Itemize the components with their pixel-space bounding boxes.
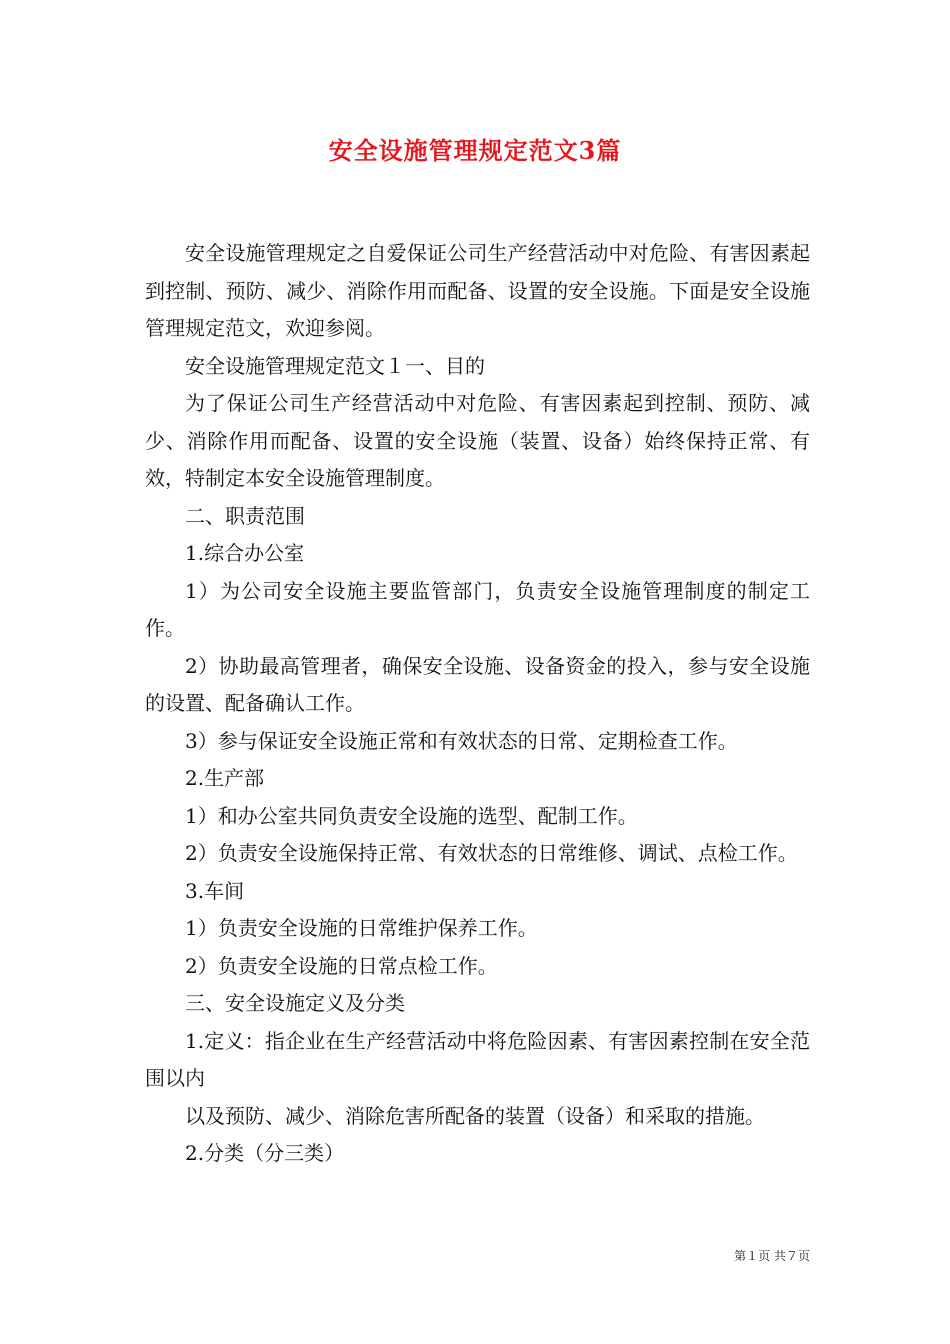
document-title: 安全设施管理规定范文3篇: [328, 136, 622, 165]
paragraph-intro: 安全设施管理规定之自爱保证公司生产经营活动中对危险、有害因素起到控制、预防、减少、消除作用而配备、设置的安全设施。下面是安全设施管理规定范文，欢迎参阅。: [145, 241, 810, 340]
paragraph-responsibility-heading: 二、职责范围: [185, 503, 305, 528]
paragraph-purpose: 为了保证公司生产经营活动中对危险、有害因素起到控制、预防、减少、消除作用而配备、设置的安全设施（装置、设备）始终保持正常、有效，特制定本安全设施管理制度。: [145, 391, 810, 490]
paragraph-workshop-item-2: 2）负责安全设施的日常点检工作。: [185, 953, 498, 978]
paragraph-definition: 1.定义：指企业在生产经营活动中将危险因素、有害因素控制在安全范围以内: [145, 1028, 810, 1090]
paragraph-definition-heading: 三、安全设施定义及分类: [185, 991, 405, 1015]
paragraph-office-item-2: 2）协助最高管理者，确保安全设施、设备资金的投入，参与安全设施的设置、配备确认工作。: [145, 653, 810, 715]
paragraph-workshop-heading: 3.车间: [185, 878, 245, 903]
paragraph-office-item-1: 1）为公司安全设施主要监管部门，负责安全设施管理制度的制定工作。: [145, 578, 810, 640]
paragraph-section-heading: 安全设施管理规定范文１一、目的: [185, 353, 485, 378]
document-body: [145, 235, 810, 1173]
paragraph-definition-cont: 以及预防、减少、消除危害所配备的装置（设备）和采取的措施。: [185, 1103, 765, 1128]
page-number: 第１页 共７页: [734, 1249, 810, 1263]
paragraph-office-item-3: 3）参与保证安全设施正常和有效状态的日常、定期检查工作。: [185, 728, 738, 753]
paragraph-workshop-item-1: 1）负责安全设施的日常维护保养工作。: [185, 916, 538, 940]
paragraph-production-heading: 2.生产部: [185, 766, 265, 790]
paragraph-office-heading: 1.综合办公室: [185, 541, 305, 565]
paragraph-production-item-1: 1）和办公室共同负责安全设施的选型、配制工作。: [185, 803, 638, 828]
paragraph-production-item-2: 2）负责安全设施保持正常、有效状态的日常维修、调试、点检工作。: [185, 841, 798, 865]
paragraph-classification: 2.分类（分三类）: [185, 1141, 345, 1165]
